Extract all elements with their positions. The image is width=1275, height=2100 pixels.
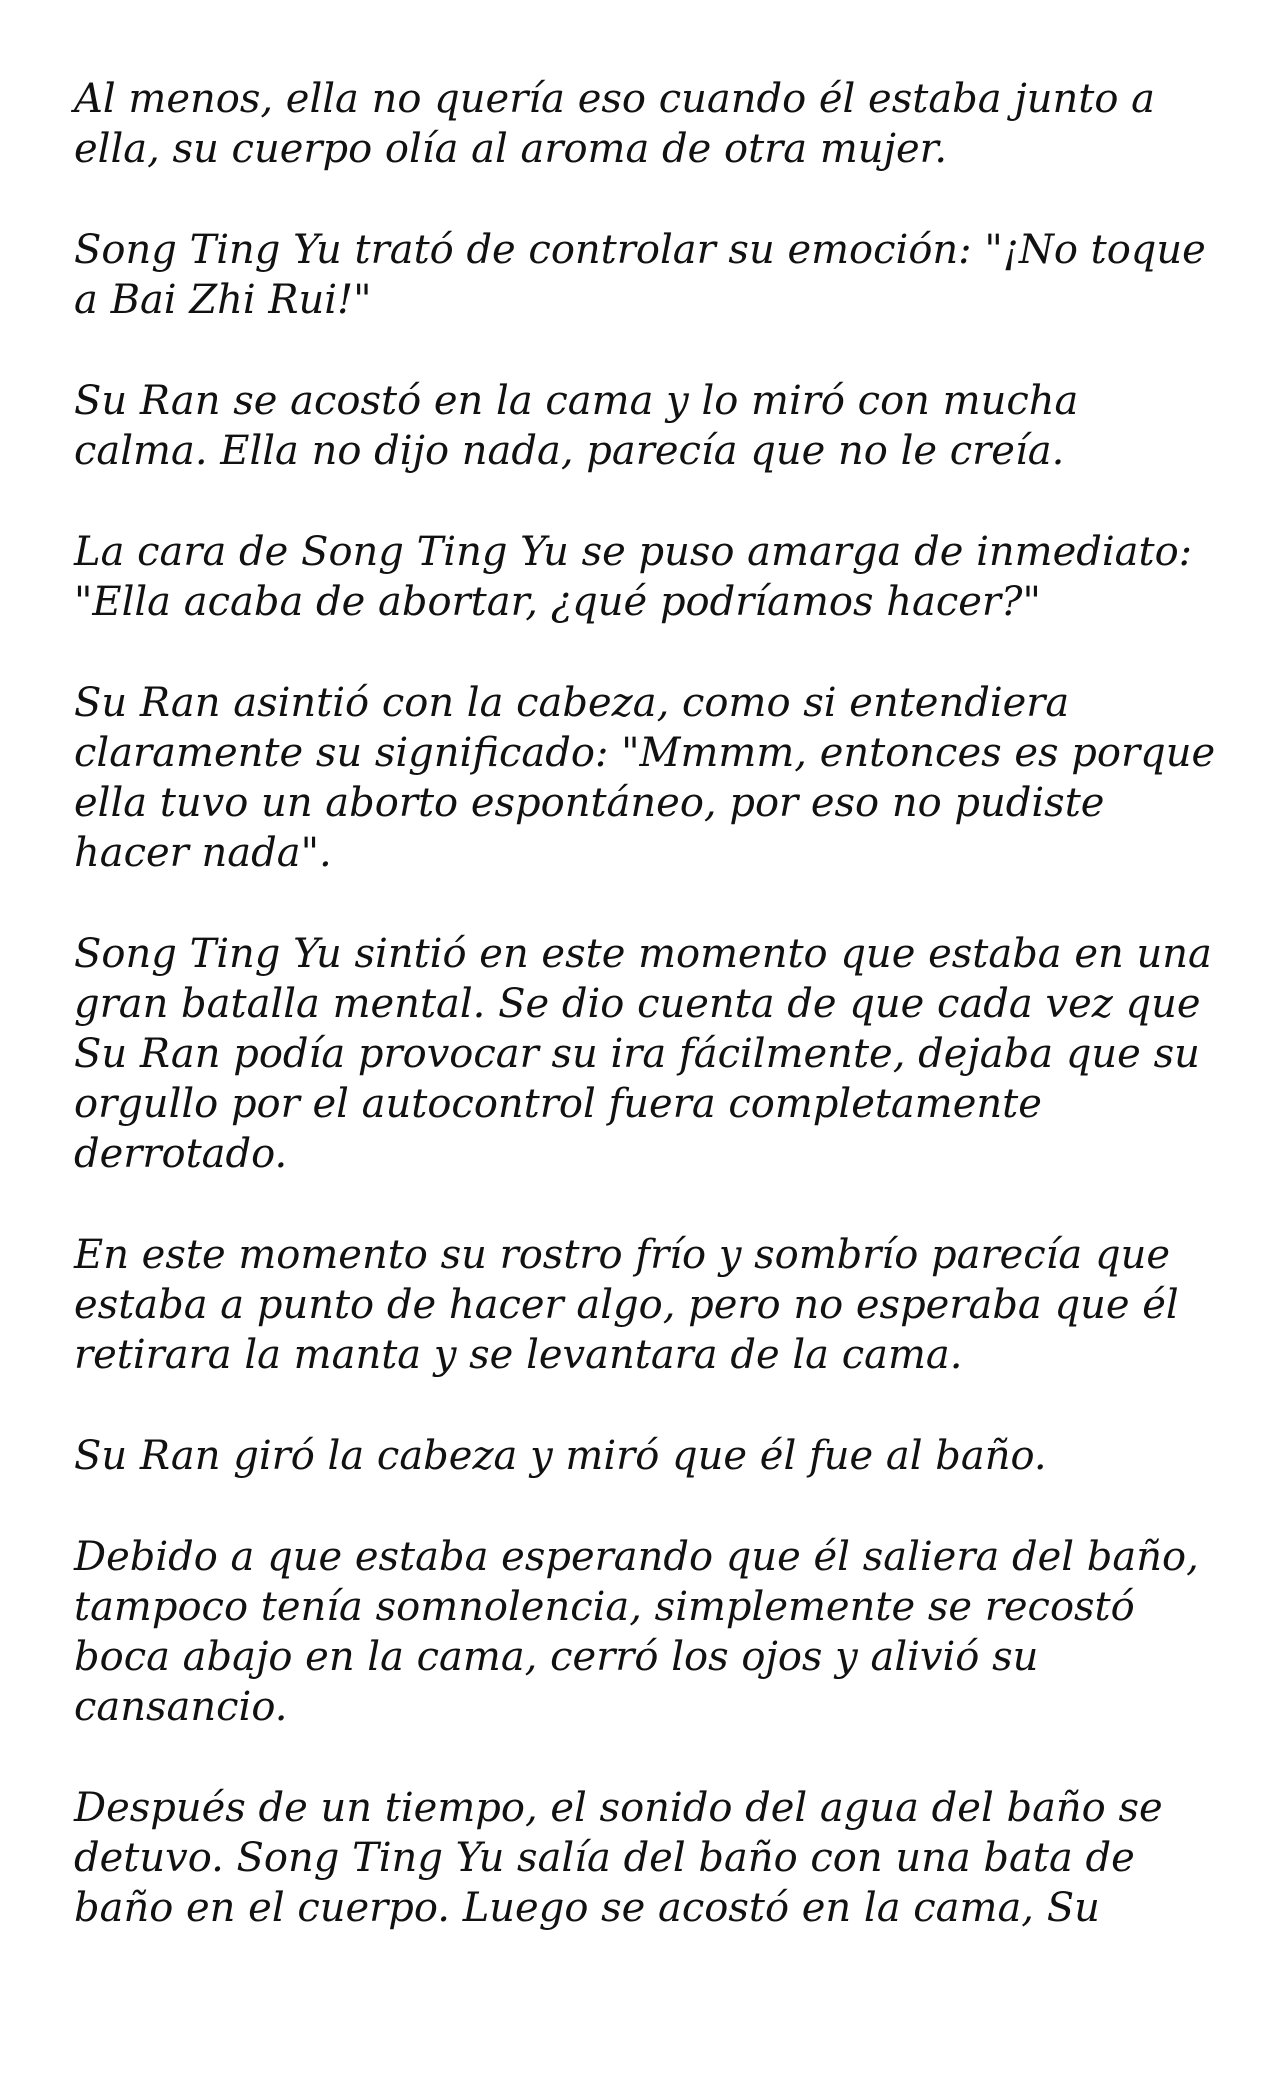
paragraph-7: En este momento su rostro frío y sombrío parecía que estaba a punto de hacer algo, pero no esperaba que él retirara la manta y se levantara de la cama. (74, 1232, 1179, 1378)
paragraph-2: Song Ting Yu trató de controlar su emoción: "¡No toque a Bai Zhi Rui!" (74, 227, 1206, 323)
paragraph-1: Al menos, ella no quería eso cuando él estaba junto a ella, su cuerpo olía al aroma de otra mujer. (74, 76, 1155, 172)
paragraph-4: La cara de Song Ting Yu se puso amarga de inmediato: "Ella acaba de abortar, ¿qué podríamos hacer?" (74, 529, 1193, 625)
paragraph-8: Su Ran giró la cabeza y miró que él fue al baño. (74, 1433, 1047, 1479)
paragraph-9: Debido a que estaba esperando que él saliera del baño, tampoco tenía somnolencia, simplemente se recostó boca abajo en la cama, cerró los ojos y alivió su cansancio. (74, 1534, 1199, 1730)
paragraph-3: Su Ran se acostó en la cama y lo miró con mucha calma. Ella no dijo nada, parecía que no le creía. (74, 378, 1079, 474)
paragraph-10: Después de un tiempo, el sonido del agua del baño se detuvo. Song Ting Yu salía del baño con una bata de baño en el cuerpo. Luego se acostó en la cama, Su (74, 1785, 1163, 1931)
paragraph-5: Su Ran asintió con la cabeza, como si entendiera claramente su significado: "Mmmm, entonces es porque ella tuvo un aborto espontáneo, por eso no pudiste hacer nada". (74, 680, 1216, 876)
paragraph-6: Song Ting Yu sintió en este momento que estaba en una gran batalla mental. Se dio cuenta de que cada vez que Su Ran podía provocar su ira fácilmente, dejaba que su orgullo por el autocontrol fuera completamente derrotado. (74, 931, 1212, 1177)
document-page (74, 74, 1224, 1933)
